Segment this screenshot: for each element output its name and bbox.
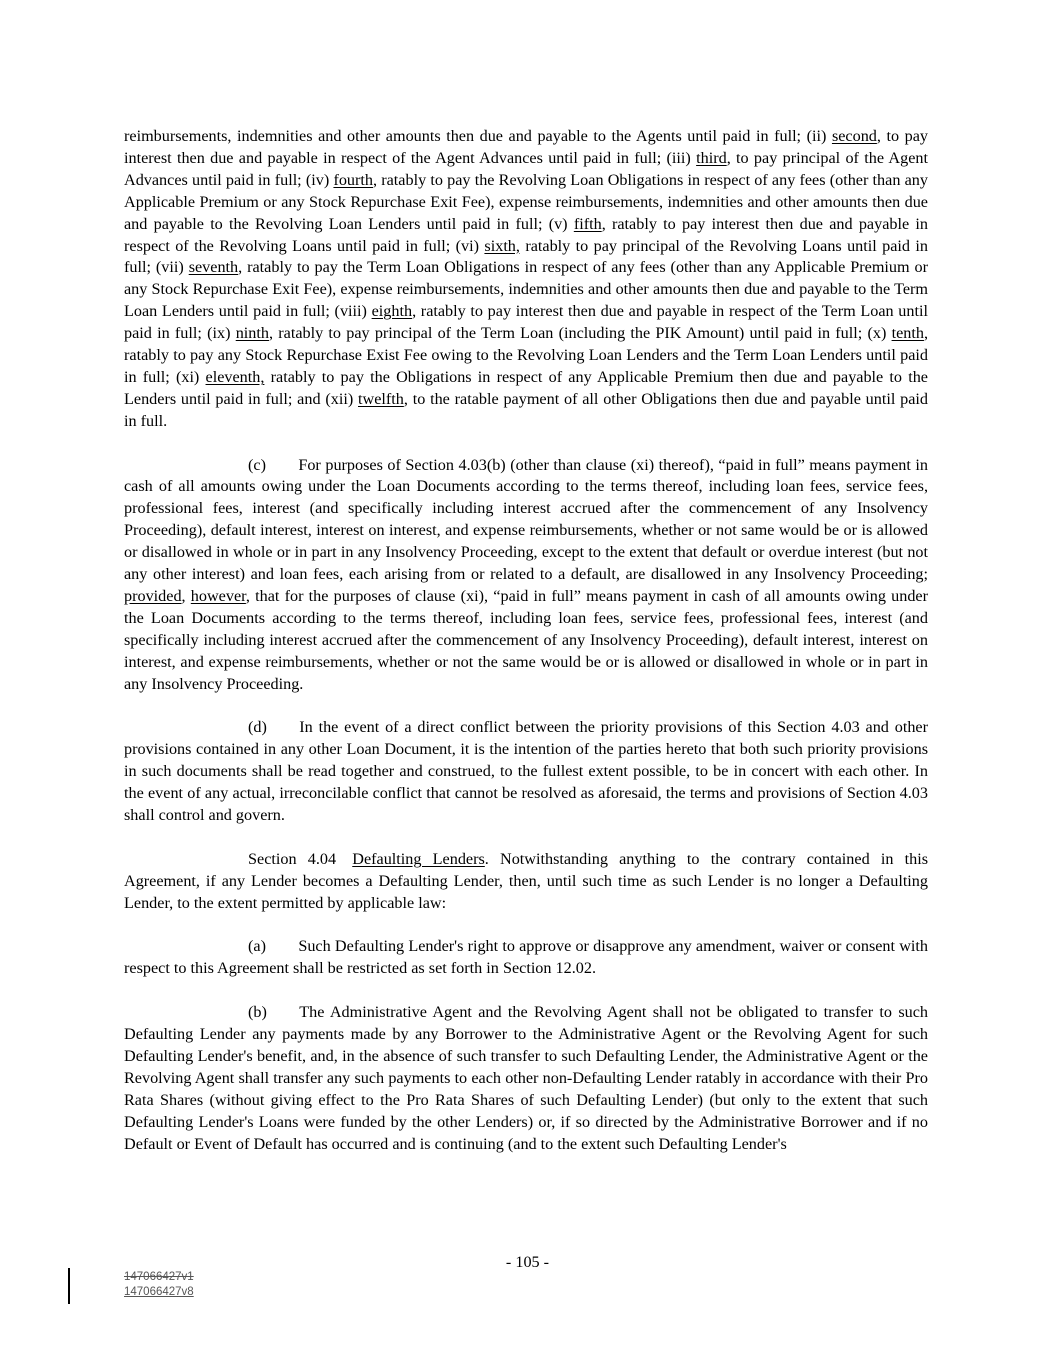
deleted-document-id: 147066427v1: [124, 1271, 194, 1283]
defined-term-however: however: [190, 587, 246, 606]
defined-term-eighth: eighth: [371, 302, 413, 321]
current-document-id: 147066427v8: [124, 1286, 194, 1298]
defined-term-twelfth: twelfth: [358, 389, 404, 408]
defined-term-provided: provided: [124, 587, 182, 606]
defined-term-tenth: tenth: [891, 324, 924, 343]
paragraph-4-04-a: (a) Such Defaulting Lender's right to approve or disapprove any amendment, waiver or consent with respect to this Agreement shall be restricted as set forth in Section 12.02.: [124, 937, 928, 978]
document-body: [124, 126, 928, 1156]
defined-term-ninth: ninth: [235, 324, 269, 343]
defined-term-fifth: fifth: [573, 214, 602, 233]
revision-change-bar: [68, 1268, 70, 1304]
defined-term-third: third: [696, 148, 727, 167]
defined-term-eleventh: eleventh,: [205, 367, 265, 386]
section-number: Section 4.04: [248, 849, 353, 868]
section-4-04-heading-paragraph: Section 4.04 Defaulting Lenders. Notwithstanding anything to the contrary contained in this Agreement, if any Lender becomes a Defaulting Lender, then, until such time as such Lender is no longer a Defaulting Lender, to the extent permitted by applicable law:: [124, 849, 929, 912]
section-title: Defaulting Lenders: [352, 849, 485, 868]
paragraph-4-04-b: (b) The Administrative Agent and the Revolving Agent shall not be obligated to transfer to such Defaulting Lender any payments made by any Borrower to the Administrative Agent or the Revolving Agent for such Defaulting Lender's benefit, and, in the absence of such transfer to such Defaulting Lender, the Administrative Agent or the Revolving Agent shall transfer any such payments to each other non-Defaulting Lender ratably in accordance with their Pro Rata Shares (without giving effect to the Pro Rata Shares of such Defaulting Lender) (but only to the extent that such Defaulting Lender's Loans were funded by the other Lenders) or, if so directed by the Administrative Borrower and if no Default or Event of Default has occurred and is continuing (and to the extent such Defaulting Lender's: [124, 1003, 928, 1153]
paragraph-4-03-c: (c) For purposes of Section 4.03(b) (other than clause (xi) thereof), “paid in full” means payment in cash of all amounts owing under the Loan Documents according to the terms thereof, including loan fees, service fees, professional fees, interest (and specifically including interest accrued after the commencement of any Insolvency Proceeding), default interest, interest on interest, and expense reimbursements, whether or not same would be or is allowed or disallowed in whole or in part in any Insolvency Proceeding, except to the extent that default or overdue interest (but not any other interest) and loan fees, each arising from or related to a default, are disallowed in any Insolvency Proceeding; provided, however, that for the purposes of clause (xi), “paid in full” means payment in cash of all amounts owing under the Loan Documents according to the terms thereof, including loan fees, service fees, professional fees, interest (and specifically including interest accrued after the commencement of any Insolvency Proceeding), default interest, interest on interest, and expense reimbursements, whether or not the same would be or is allowed or disallowed in whole or in part in any Insolvency Proceeding.: [124, 455, 928, 693]
document-id-footer: [124, 1270, 194, 1300]
paragraph-4-03-d: (d) In the event of a direct conflict between the priority provisions of this Section 4.03 and other provisions contained in any other Loan Document, it is the intention of the parties hereto that both such priority provisions in such documents shall be read together and construed, to the fullest extent possible, to be in concert with each other. In the event of any actual, irreconcilable conflict that cannot be resolved as aforesaid, the terms and provisions of Section 4.03 shall control and govern.: [124, 718, 928, 825]
defined-term-sixth: sixth,: [484, 236, 520, 255]
paragraph-4-03-b-continuation: reimbursements, indemnities and other amounts then due and payable to the Agents until paid in full; (ii) second, to pay interest then due and payable in respect of the Agent Advances until paid in full; (iii) third, to pay principal of the Agent Advances until paid in full; (iv) fourth, ratably to pay the Revolving Loan Obligations in respect of any fees (other than any Applicable Premium or any Stock Repurchase Exit Fee), expense reimbursements, indemnities and other amounts then due and payable to the Revolving Loan Lenders until paid in full; (v) fifth, ratably to pay interest then due and payable in respect of the Revolving Loans until paid in full; (vi) sixth, ratably to pay principal of the Revolving Loans until paid in full; (vii) seventh, ratably to pay the Term Loan Obligations in respect of any fees (other than any Applicable Premium or any Stock Repurchase Exit Fee), expense reimbursements, indemnities and other amounts then due and payable to the Term Loan Lenders until paid in full; (viii) eighth, ratably to pay interest then due and payable in respect of the Term Loan until paid in full; (ix) ninth, ratably to pay principal of the Term Loan (including the PIK Amount) until paid in full; (x) tenth, ratably to pay any Stock Repurchase Exist Fee owing to the Revolving Loan Lenders and the Term Loan Lenders until paid in full; (xi) eleventh, ratably to pay the Obligations in respect of any Applicable Premium then due and payable to the Lenders until paid in full; and (xii) twelfth, to the ratable payment of all other Obligations then due and payable until paid in full.: [124, 127, 929, 430]
page-number: - 105 -: [505, 1253, 550, 1271]
defined-term-second: second: [831, 127, 877, 145]
defined-term-fourth: fourth: [333, 170, 373, 189]
defined-term-seventh: seventh: [188, 258, 239, 277]
